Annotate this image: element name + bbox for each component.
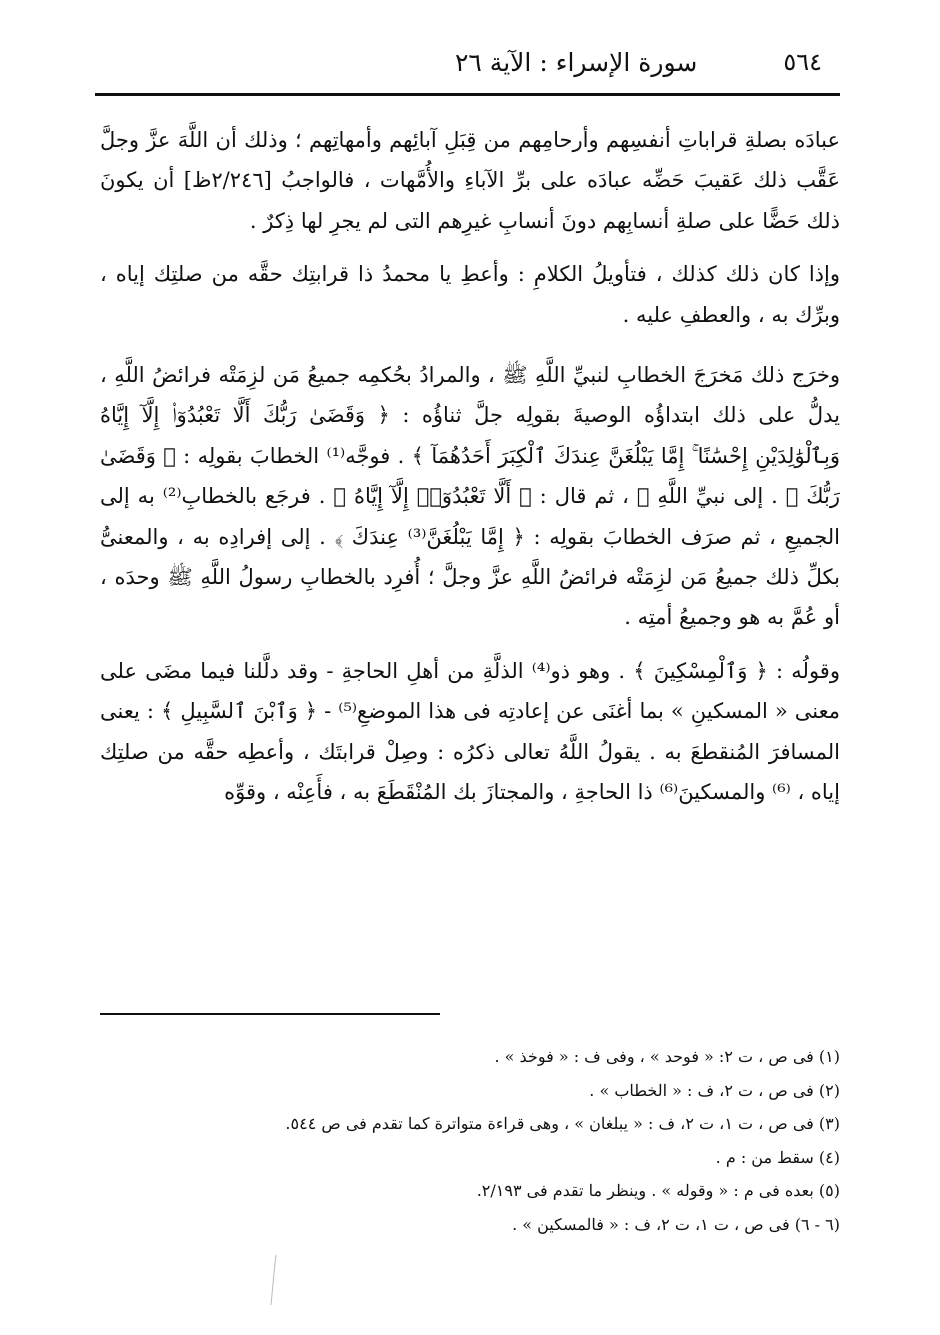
footnote: (٥) بعده فى م : « وقوله » . وينظر ما تقدم فى ٢/١٩٣. — [476, 1181, 840, 1200]
page-number: ٥٦٤ — [783, 48, 822, 76]
paragraph: عبادَه بصلةِ قراباتِ أنفسِهم وأرحامِهم من قِبَلِ آبائِهم وأمهاتِهم ؛ وذلك أن اللَّهَ عزَّ وجلَّ عَقَّب ذلك عَقيبَ حَضِّه عبادَه على برِّ الآباءِ والأُمَّهات ، فالواجبُ [٢/٢٤٦ظ] أن يكونَ ذلك حَضًّا على صلةِ أنسابِهم دونَ أنسابِ غيرِهم التى لم يجرِ لها ذِكرٌ . — [100, 128, 840, 233]
header-rule — [95, 93, 840, 96]
footnote: (٤) سقط من : م . — [715, 1147, 840, 1167]
footnote: (١) فى ص ، ت ٢: « فوحد » ، وفى ف : « فوخذ » . — [494, 1047, 840, 1066]
footnotes — [110, 1040, 840, 1241]
scan-mark — [270, 1255, 278, 1305]
main-text — [100, 120, 840, 826]
page-header — [95, 40, 840, 84]
footnote: (٦ - ٦) فى ص ، ت ١، ت ٢، ف : « فالمسكين » . — [512, 1214, 840, 1234]
running-title: سورة الإسراء : الآية ٢٦ — [455, 47, 698, 77]
footnote-rule — [100, 1013, 440, 1015]
footnote: (٢) فى ص ، ت ٢، ف : « الخطاب » . — [589, 1080, 840, 1100]
paragraph: وإذا كان ذلك كذلك ، فتأويلُ الكلامِ : وأعطِ يا محمدُ ذا قرابتِك حقَّه من صلتِك إياه ، وبرِّك به ، والعطفِ عليه . — [100, 262, 840, 327]
footnote: (٣) فى ص ، ت ١، ت ٢، ف : « يبلغان » ، وهى قراءة متواترة كما تقدم فى ص ٥٤٤. — [285, 1114, 840, 1133]
paragraph: وخرَج ذلك مَخرَجَ الخطابِ لنبيِّ اللَّهِ ﷺ ، والمرادُ بحُكمِه جميعُ مَن لزِمَتْه فرائضُ اللَّهِ ، يدلُّ على ذلك ابتداؤُه الوصيةَ بقولِه جلَّ ثناؤُه : ﴿ وَقَضَىٰ رَبُّكَ أَلَّا تَعْبُدُوٓا۟ إِلَّآ إِيَّاهُ وَبِٱلْوَٰلِدَيْنِ إِحْسَٰنًا ۚ إِمَّا يَبْلُغَنَّ عِندَكَ ٱلْكِبَرَ أَحَدُهُمَآ ﴾ . فوجَّه⁽¹⁾ الخطابَ بقولِه : ﴿ وَقَضَىٰ رَبُّكَ ﴾ . إلى نبيِّ اللَّهِ ﷺ ، ثم قال : ﴿ أَلَّا تَعْبُدُوٓا۟ إِلَّآ إِيَّاهُ ﴾ . فرجَع بالخطابِ⁽²⁾ به إلى الجميعِ ، ثم صرَف الخطابَ بقولِه : ﴿ إِمَّا يَبْلُغَنَّ⁽³⁾ عِندَكَ ﴾ . إلى إفرادِه به ، والمعنىُّ بكلِّ ذلك جميعُ مَن لزِمَتْه فرائضُ اللَّهِ عزَّ وجلَّ ؛ أُفرِد بالخطابِ رسولُ اللَّهِ ﷺ وحدَه ، أو عُمَّ به هو وجميعُ أمتِه . — [100, 363, 840, 630]
paragraph: وقولُه : ﴿ وَٱلْمِسْكِينَ ﴾ . وهو ذو⁽⁴⁾ الذلَّةِ من أهلِ الحاجةِ - وقد دلَّلنا فيما مضَى على معنى « المسكينِ » بما أغنَى عن إعادتِه فى هذا الموضعِ⁽⁵⁾ - ﴿ وَٱبْنَ ٱلسَّبِيلِ ﴾ : يعنى المسافرَ المُنقطعَ به . يقولُ اللَّهُ تعالى ذكرُه : وصِلْ قرابتَك ، وأعطِه حقَّه من صلتِك إياه ، ⁽⁶⁾ والمسكينَ⁽⁶⁾ ذا الحاجةِ ، والمجتازَ بك المُنْقَطَعَ به ، فأَعِنْه ، وقوِّه — [100, 658, 840, 805]
